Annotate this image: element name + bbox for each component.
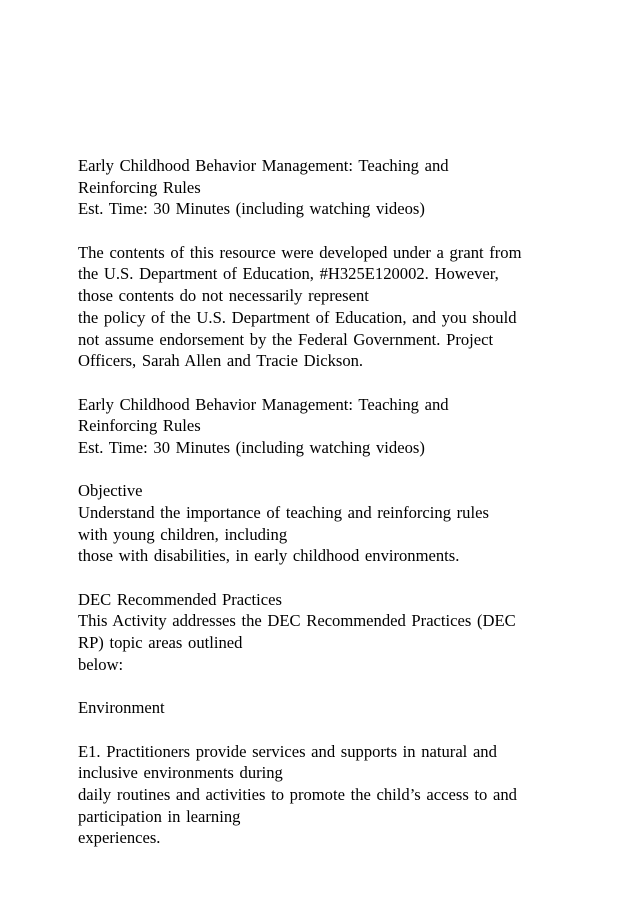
dec-line: RP) topic areas outlined [78, 633, 243, 653]
objective-line: with young children, including [78, 524, 288, 544]
module-title-continued: Reinforcing Rules [78, 416, 201, 436]
paragraph-gap [78, 459, 618, 481]
disclaimer-line: The contents of this resource were developed under a grant from [78, 242, 522, 262]
disclaimer-line: those contents do not necessarily represent [78, 286, 369, 306]
estimated-time: Est. Time: 30 Minutes (including watching videos) [78, 199, 425, 219]
environment-heading: Environment [78, 698, 165, 718]
dec-line: This Activity addresses the DEC Recommended Practices (DEC [78, 611, 516, 631]
module-title: Early Childhood Behavior Management: Teaching and [78, 156, 449, 175]
disclaimer-line: the policy of the U.S. Department of Education, and you should [78, 307, 517, 327]
e1-practice-line: participation in learning [78, 806, 241, 826]
e1-practice-line: daily routines and activities to promote the child’s access to and [78, 784, 517, 804]
objective-line: those with disabilities, in early childhood environments. [78, 546, 460, 566]
paragraph-gap [78, 372, 618, 394]
module-title: Early Childhood Behavior Management: Teaching and [78, 394, 449, 414]
paragraph-gap [78, 719, 618, 741]
objective-line: Understand the importance of teaching and reinforcing rules [78, 503, 489, 522]
estimated-time: Est. Time: 30 Minutes (including watching videos) [78, 437, 425, 457]
disclaimer-line: the U.S. Department of Education, #H325E120002. However, [78, 264, 499, 284]
e1-practice-line: E1. Practitioners provide services and supports in natural and [78, 741, 497, 761]
objective-heading: Objective [78, 481, 143, 501]
document-body [78, 155, 618, 849]
disclaimer-line: Officers, Sarah Allen and Tracie Dickson. [78, 351, 364, 371]
paragraph-gap [78, 567, 618, 589]
e1-practice-line: inclusive environments during [78, 763, 283, 783]
dec-line: below: [78, 654, 124, 674]
dec-heading: DEC Recommended Practices [78, 589, 282, 609]
disclaimer-line: not assume endorsement by the Federal Government. Project [78, 329, 494, 349]
module-title-continued: Reinforcing Rules [78, 177, 201, 197]
paragraph-gap [78, 676, 618, 698]
e1-practice-line: experiences. [78, 828, 161, 848]
paragraph-gap [78, 220, 618, 242]
